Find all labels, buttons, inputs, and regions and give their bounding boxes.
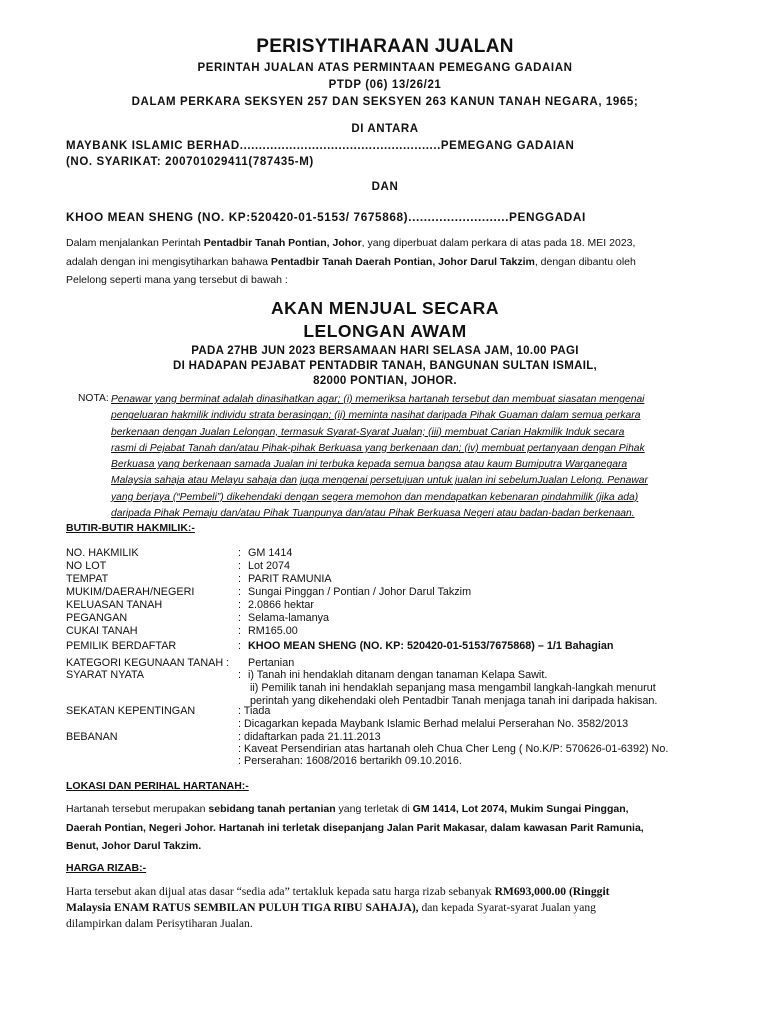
nota-label: NOTA:: [78, 393, 109, 404]
detail-row-no-lot: NO LOT : Lot 2074: [66, 560, 291, 572]
nota-line: Penawar yang berminat adalah dinasihatkan agar; (i) memeriksa hartanah tersebut dan membuat siasatan mengenai: [111, 394, 645, 405]
nota-line: berkenaan dengan Jualan Lelongan, termasuk Syarat-Syarat Jualan; (iii) membuat Carian Hakmilik Induk secara: [111, 426, 625, 438]
chargor-party: KHOO MEAN SHENG (NO. KP:520420-01-5153/ 7675868)..........................PENGGADAI: [66, 210, 586, 224]
detail-row-beban-charge: : Dicagarkan kepada Maybank Islamic Berhad melalui Perserahan No. 3582/2013: [238, 718, 629, 730]
nota-line: yang berjaya (“Pembeli”) dikehendaki dengan segera memohon dan mendapatkan kebenaran pindahmilik (jika ada): [111, 491, 639, 503]
location-line-1: Hartanah tersebut merupakan sebidang tanah pertanian yang terletak di GM 1414, Lot 2074, Mukim Sungai Pinggan,: [66, 803, 629, 815]
chargee-party: MAYBANK ISLAMIC BERHAD.....................................................PEMEGANG GADAIAN: [66, 140, 575, 152]
auction-venue: DI HADAPAN PEJABAT PENTADBIR TANAH, BANGUNAN SULTAN ISMAIL,: [172, 360, 598, 372]
di-antara-label: DI ANTARA: [351, 123, 419, 135]
detail-row-kategori: KATEGORI KEGUNAAN TANAH : Pertanian: [66, 657, 295, 669]
reserve-price-paragraph: [66, 884, 736, 932]
reserve-line-1: Harta tersebut akan dijual atas dasar “sedia ada” tertakluk kepada satu harga rizab sebanyak RM693,000.00 (Ringgit: [66, 885, 610, 898]
detail-row-bebanan-3: : Perserahan: 1608/2016 bertarikh 09.10.2016.: [238, 755, 462, 767]
intro-line-3: Pelelong seperti mana yang tersebut di bawah :: [66, 274, 288, 286]
intro-paragraph: [66, 234, 726, 290]
auction-date: PADA 27HB JUN 2023 BERSAMAAN HARI SELASA JAM, 10.00 PAGI: [191, 345, 579, 357]
location-paragraph: [66, 800, 731, 856]
detail-row-syarat-3: perintah yang dikehendaki oleh Pentadbir Tanah menjaga tanah ini daripada hakisan.: [250, 695, 658, 707]
nota-line: Berkuasa yang berkenaan samada Jualan ini terbuka kepada semua bangsa atau kaum Bumiputra Warganegara: [111, 459, 628, 471]
nota-line: rasmi di Pejabat Tanah dan/atau Pihak-pihak Berkuasa yang berkenaan dan; (iv) membuat pertanyaan dengan Pihak: [111, 442, 645, 454]
detail-row-bebanan-2: : Kaveat Persendirian atas hartanah oleh Chua Cher Leng ( No.K/P: 570626-01-6392) No.: [238, 743, 669, 755]
detail-row-no-hakmilik: NO. HAKMILIK : GM 1414: [66, 547, 293, 559]
nota-line: Malaysia sahaja atau Melayu sahaja dan juga mengenai persetujuan untuk jualan ini sebelumJualan Lelong. Penawar: [111, 475, 648, 487]
nota-text: [111, 392, 731, 522]
document-title: PERISYTIHARAAN JUALAN: [256, 36, 514, 57]
auction-heading-1: AKAN MENJUAL SECARA: [271, 298, 499, 318]
detail-row-mukim: MUKIM/DAERAH/NEGERI : Sungai Pinggan / Pontian / Johor Darul Takzim: [66, 586, 472, 598]
reference-number: PTDP (06) 13/26/21: [328, 79, 442, 91]
intro-line-1: Dalam menjalankan Perintah Pentadbir Tanah Pontian, Johor, yang diperbuat dalam perkara di atas pada 18. MEI 2023,: [66, 237, 636, 249]
detail-row-cukai: CUKAI TANAH : RM165.00: [66, 625, 298, 637]
detail-row-syarat-2: ii) Pemilik tanah ini hendaklah sepanjang masa mengambil langkah-langkah menurut: [250, 682, 656, 694]
order-line: PERINTAH JUALAN ATAS PERMINTAAN PEMEGANG GADAIAN: [197, 62, 573, 74]
dan-label: DAN: [371, 181, 399, 193]
nota-line: daripada Pihak Pemaju dan/atau Pihak Tuanpunya dan/atau Pihak Berkuasa Negeri atau badan-badan berkenaan.: [111, 508, 635, 520]
detail-row-bebanan: BEBANAN : didaftarkan pada 21.11.2013: [66, 731, 381, 743]
location-heading: LOKASI DAN PERIHAL HARTANAH:-: [66, 780, 249, 792]
detail-row-pegangan: PEGANGAN : Selama-lamanya: [66, 612, 330, 624]
reserve-line-3: dilampirkan dalam Perisytiharan Jualan.: [66, 917, 253, 930]
auction-address: 82000 PONTIAN, JOHOR.: [313, 375, 457, 387]
reserve-price-heading: HARGA RIZAB:-: [66, 862, 147, 874]
detail-row-pemilik: PEMILIK BERDAFTAR : KHOO MEAN SHENG (NO. KP: 520420-01-5153/7675868) – 1/1 Bahagian: [66, 640, 614, 652]
nota-line: pengeluaran hakmilik individu strata berasingan; (ii) meminta nasihat daripada Pihak Guaman dalam semua perkara: [111, 410, 641, 422]
detail-row-keluasan: KELUASAN TANAH : 2.0866 hektar: [66, 599, 315, 611]
chargee-registration: (NO. SYARIKAT: 200701029411(787435-M): [66, 156, 314, 168]
reserve-line-2: Malaysia ENAM RATUS SEMBILAN PULUH TIGA RIBU SAHAJA), dan kepada Syarat-syarat Jualan yang: [66, 901, 596, 914]
section-reference: DALAM PERKARA SEKSYEN 257 DAN SEKSYEN 263 KANUN TANAH NEGARA, 1965;: [131, 96, 639, 108]
location-line-2: Daerah Pontian, Negeri Johor. Hartanah ini terletak disepanjang Jalan Parit Makasar, dalam kawasan Parit Ramunia,: [66, 821, 644, 834]
auction-heading-2: LELONGAN AWAM: [303, 321, 467, 341]
title-details-heading: BUTIR-BUTIR HAKMILIK:-: [66, 522, 195, 534]
intro-line-2: adalah dengan ini mengisytiharkan bahawa Pentadbir Tanah Daerah Pontian, Johor Darul Takzim, dengan dibantu oleh: [66, 255, 636, 268]
detail-row-sekatan: SEKATAN KEPENTINGAN : Tiada: [66, 705, 271, 717]
location-line-3: Benut, Johor Darul Takzim.: [66, 840, 202, 852]
detail-row-syarat: SYARAT NYATA : i) Tanah ini hendaklah ditanam dengan tanaman Kelapa Sawit.: [66, 669, 548, 681]
detail-row-tempat: TEMPAT : PARIT RAMUNIA: [66, 573, 332, 585]
